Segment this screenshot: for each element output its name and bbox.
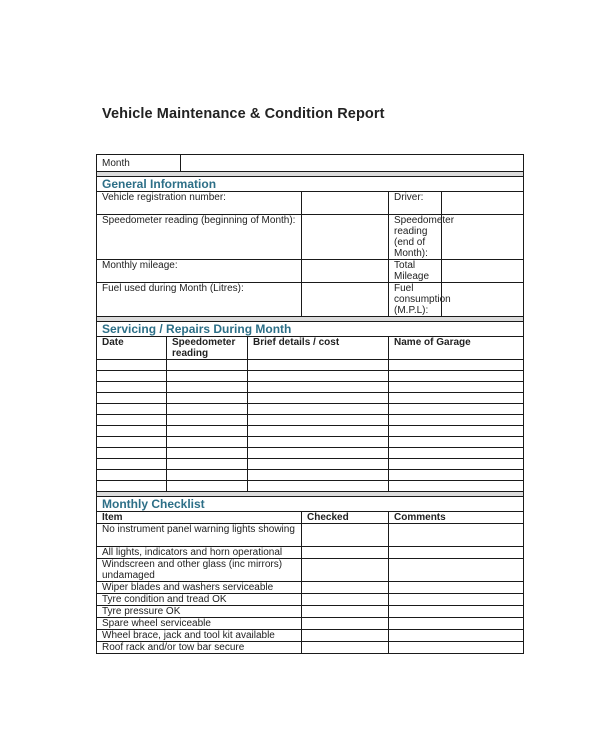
checklist-row <box>97 547 524 559</box>
general-info-label: Monthly mileage: <box>97 260 302 283</box>
servicing-rows <box>97 360 524 492</box>
servicing-row <box>97 404 524 415</box>
month-row <box>97 155 524 172</box>
general-info-row <box>97 260 524 283</box>
servicing-speedometer-cell[interactable] <box>167 360 248 371</box>
servicing-details-cell[interactable] <box>248 371 389 382</box>
general-info-row <box>97 215 524 260</box>
servicing-speedometer-cell[interactable] <box>167 470 248 481</box>
servicing-date-cell[interactable] <box>97 481 167 492</box>
checklist-item-label: Tyre condition and tread OK <box>97 594 302 606</box>
general-info-field[interactable] <box>442 260 524 283</box>
servicing-garage-cell[interactable] <box>389 470 524 481</box>
general-info-label: Total Mileage <box>389 260 442 283</box>
col-checked-header: Checked <box>302 512 389 524</box>
servicing-garage-cell[interactable] <box>389 371 524 382</box>
servicing-row <box>97 371 524 382</box>
servicing-date-cell[interactable] <box>97 382 167 393</box>
servicing-row <box>97 448 524 459</box>
checklist-checked-cell[interactable] <box>302 630 389 642</box>
servicing-date-cell[interactable] <box>97 448 167 459</box>
checklist-item-label: Roof rack and/or tow bar secure <box>97 642 302 654</box>
general-info-rows <box>97 192 524 317</box>
checklist-heading: Monthly Checklist <box>97 497 524 512</box>
checklist-checked-cell[interactable] <box>302 547 389 559</box>
servicing-details-cell[interactable] <box>248 437 389 448</box>
servicing-date-cell[interactable] <box>97 415 167 426</box>
servicing-details-cell[interactable] <box>248 393 389 404</box>
checklist-row <box>97 582 524 594</box>
servicing-row <box>97 470 524 481</box>
checklist-checked-cell[interactable] <box>302 524 389 547</box>
servicing-row <box>97 426 524 437</box>
servicing-date-cell[interactable] <box>97 470 167 481</box>
section-monthly-checklist <box>97 497 524 512</box>
servicing-garage-cell[interactable] <box>389 448 524 459</box>
general-info-label: Driver: <box>389 192 442 215</box>
servicing-speedometer-cell[interactable] <box>167 448 248 459</box>
servicing-details-cell[interactable] <box>248 415 389 426</box>
servicing-speedometer-cell[interactable] <box>167 481 248 492</box>
checklist-item-label: No instrument panel warning lights showing <box>97 524 302 547</box>
col-speedometer-header: Speedometer reading <box>167 337 248 360</box>
month-label: Month <box>97 155 181 172</box>
checklist-comments-cell[interactable] <box>389 582 524 594</box>
report-title: Vehicle Maintenance & Condition Report <box>102 106 385 122</box>
checklist-row <box>97 524 524 547</box>
servicing-date-cell[interactable] <box>97 393 167 404</box>
general-info-label: Speedometer reading (end of Month): <box>389 215 442 260</box>
checklist-row <box>97 630 524 642</box>
servicing-garage-cell[interactable] <box>389 382 524 393</box>
servicing-details-cell[interactable] <box>248 459 389 470</box>
servicing-garage-cell[interactable] <box>389 393 524 404</box>
checklist-rows <box>97 524 524 654</box>
general-info-field[interactable] <box>442 192 524 215</box>
servicing-date-cell[interactable] <box>97 437 167 448</box>
general-info-heading: General Information <box>97 177 524 192</box>
servicing-speedometer-cell[interactable] <box>167 404 248 415</box>
general-info-field[interactable] <box>442 283 524 317</box>
servicing-date-cell[interactable] <box>97 426 167 437</box>
general-info-field[interactable] <box>302 283 389 317</box>
col-comments-header: Comments <box>389 512 524 524</box>
servicing-speedometer-cell[interactable] <box>167 426 248 437</box>
servicing-details-cell[interactable] <box>248 382 389 393</box>
checklist-item-label: Windscreen and other glass (inc mirrors) undamaged <box>97 559 302 582</box>
servicing-garage-cell[interactable] <box>389 481 524 492</box>
servicing-speedometer-cell[interactable] <box>167 382 248 393</box>
servicing-details-cell[interactable] <box>248 470 389 481</box>
checklist-comments-cell[interactable] <box>389 524 524 547</box>
servicing-row <box>97 481 524 492</box>
general-info-field[interactable] <box>302 192 389 215</box>
checklist-item-label: Spare wheel serviceable <box>97 618 302 630</box>
servicing-garage-cell[interactable] <box>389 360 524 371</box>
servicing-heading: Servicing / Repairs During Month <box>97 322 524 337</box>
checklist-header-row <box>97 512 524 524</box>
section-general-information <box>97 177 524 192</box>
checklist-item-label: All lights, indicators and horn operational <box>97 547 302 559</box>
servicing-date-cell[interactable] <box>97 404 167 415</box>
servicing-row <box>97 459 524 470</box>
checklist-item-label: Wiper blades and washers serviceable <box>97 582 302 594</box>
col-brief-details-header: Brief details / cost <box>248 337 389 360</box>
general-info-label: Speedometer reading (beginning of Month): <box>97 215 302 260</box>
servicing-garage-cell[interactable] <box>389 415 524 426</box>
general-info-field[interactable] <box>302 260 389 283</box>
servicing-row <box>97 382 524 393</box>
checklist-item-label: Tyre pressure OK <box>97 606 302 618</box>
month-field[interactable] <box>181 155 524 172</box>
servicing-header-row <box>97 337 524 360</box>
servicing-details-cell[interactable] <box>248 404 389 415</box>
checklist-checked-cell[interactable] <box>302 582 389 594</box>
report-form <box>96 154 524 654</box>
checklist-row <box>97 618 524 630</box>
general-info-label: Fuel used during Month (Litres): <box>97 283 302 317</box>
servicing-details-cell[interactable] <box>248 481 389 492</box>
checklist-row <box>97 559 524 582</box>
servicing-date-cell[interactable] <box>97 459 167 470</box>
section-servicing-repairs <box>97 322 524 337</box>
checklist-row <box>97 594 524 606</box>
checklist-comments-cell[interactable] <box>389 630 524 642</box>
checklist-comments-cell[interactable] <box>389 642 524 654</box>
checklist-checked-cell[interactable] <box>302 606 389 618</box>
servicing-row <box>97 437 524 448</box>
checklist-row <box>97 642 524 654</box>
general-info-field[interactable] <box>302 215 389 260</box>
checklist-item-label: Wheel brace, jack and tool kit available <box>97 630 302 642</box>
servicing-speedometer-cell[interactable] <box>167 459 248 470</box>
servicing-details-cell[interactable] <box>248 448 389 459</box>
servicing-row <box>97 415 524 426</box>
servicing-garage-cell[interactable] <box>389 404 524 415</box>
checklist-comments-cell[interactable] <box>389 618 524 630</box>
checklist-row <box>97 606 524 618</box>
servicing-date-cell[interactable] <box>97 360 167 371</box>
checklist-checked-cell[interactable] <box>302 642 389 654</box>
servicing-date-cell[interactable] <box>97 371 167 382</box>
col-date-header: Date <box>97 337 167 360</box>
checklist-comments-cell[interactable] <box>389 559 524 582</box>
servicing-row <box>97 393 524 404</box>
servicing-row <box>97 360 524 371</box>
col-garage-header: Name of Garage <box>389 337 524 360</box>
checklist-comments-cell[interactable] <box>389 594 524 606</box>
servicing-speedometer-cell[interactable] <box>167 415 248 426</box>
servicing-details-cell[interactable] <box>248 360 389 371</box>
general-info-label: Vehicle registration number: <box>97 192 302 215</box>
servicing-speedometer-cell[interactable] <box>167 393 248 404</box>
checklist-comments-cell[interactable] <box>389 547 524 559</box>
servicing-garage-cell[interactable] <box>389 459 524 470</box>
checklist-comments-cell[interactable] <box>389 606 524 618</box>
servicing-details-cell[interactable] <box>248 426 389 437</box>
servicing-speedometer-cell[interactable] <box>167 371 248 382</box>
servicing-garage-cell[interactable] <box>389 437 524 448</box>
col-item-header: Item <box>97 512 302 524</box>
servicing-speedometer-cell[interactable] <box>167 437 248 448</box>
general-info-label: Fuel consumption (M.P.L): <box>389 283 442 317</box>
general-info-row <box>97 283 524 317</box>
checklist-checked-cell[interactable] <box>302 594 389 606</box>
general-info-row <box>97 192 524 215</box>
checklist-checked-cell[interactable] <box>302 618 389 630</box>
checklist-checked-cell[interactable] <box>302 559 389 582</box>
servicing-garage-cell[interactable] <box>389 426 524 437</box>
